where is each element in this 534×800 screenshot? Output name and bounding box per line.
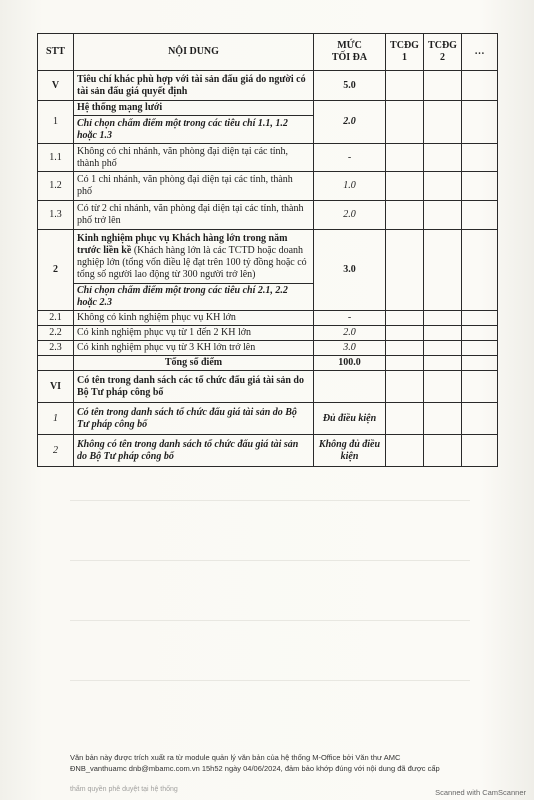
row-content: Kinh nghiệm phục vụ Khách hàng lớn trong năm trước liền kề (Khách hàng lớn là các TCTD hoặc doanh nghiệp lớn (tổng vốn điều lệ đạt trên 100 tỷ đồng hoặc có tổng số người lao động từ 300 người trở lên): [74, 230, 314, 284]
row-stt: 2.2: [38, 326, 74, 341]
row-content-note: Chỉ chọn chấm điểm một trong các tiêu chí 2.1, 2.2 hoặc 2.3: [74, 284, 314, 311]
row-content-note: Chỉ chọn chấm điểm một trong các tiêu chí 1.1, 1.2 hoặc 1.3: [74, 116, 314, 144]
row-content: Có kinh nghiệm phục vụ từ 3 KH lớn trở lên: [74, 341, 314, 356]
row-content: Không có tên trong danh sách tổ chức đấu giá tài sản do Bộ Tư pháp công bố: [74, 435, 314, 467]
header-more: …: [462, 34, 498, 71]
row-stt: 2.3: [38, 341, 74, 356]
header-tcdg-1: TCĐG 1: [386, 34, 424, 71]
footer-line-2: ĐNB_vanthuamc dnb@mbamc.com.vn 15h52 ngày 04/06/2024, đảm bảo khớp đúng với nội dung đã được cấp: [70, 764, 440, 773]
row-stt: VI: [38, 371, 74, 403]
row-max: 2.0: [314, 101, 386, 144]
criteria-table: [37, 33, 498, 467]
bleed-through-line: [70, 680, 470, 681]
row-content: Không có kinh nghiệm phục vụ KH lớn: [74, 311, 314, 326]
row-content: Có 1 chi nhánh, văn phòng đại diện tại các tỉnh, thành phố: [74, 172, 314, 201]
row-max: 2.0: [314, 201, 386, 230]
table-row: [38, 326, 498, 341]
table-row: [38, 435, 498, 467]
total-label: Tổng số điểm: [74, 356, 314, 371]
row-max: -: [314, 144, 386, 172]
row-stt: 1: [38, 403, 74, 435]
row-max: 3.0: [314, 341, 386, 356]
scanner-watermark: Scanned with CamScanner: [435, 788, 526, 797]
header-stt: STT: [38, 34, 74, 71]
row-max: 2.0: [314, 326, 386, 341]
row-max: 3.0: [314, 230, 386, 311]
table-row: [38, 230, 498, 284]
footer-line-3: thẩm quyền phê duyệt tại hệ thống: [70, 786, 178, 793]
row-content: Không có chi nhánh, văn phòng đại diện tại các tỉnh, thành phố: [74, 144, 314, 172]
row-stt: 1: [38, 101, 74, 144]
bleed-through-line: [70, 500, 470, 501]
header-tcdg-2: TCĐG 2: [424, 34, 462, 71]
table-row: [38, 341, 498, 356]
row-stt: 1.1: [38, 144, 74, 172]
table-row: [38, 172, 498, 201]
row-stt: 2: [38, 230, 74, 311]
row-max: 5.0: [314, 71, 386, 101]
bleed-through-line: [70, 620, 470, 621]
row-stt: 1.2: [38, 172, 74, 201]
bleed-through-line: [70, 560, 470, 561]
row-stt: V: [38, 71, 74, 101]
row-content: Tiêu chí khác phù hợp với tài sản đấu giá do người có tài sản đấu giá quyết định: [74, 71, 314, 101]
row-max: Đủ điều kiện: [314, 403, 386, 435]
table-row: [38, 201, 498, 230]
row-stt: 1.3: [38, 201, 74, 230]
row-max: Không đủ điều kiện: [314, 435, 386, 467]
total-row: [38, 356, 498, 371]
header-max-score: MỨC TỐI ĐA: [314, 34, 386, 71]
table-row: [38, 101, 498, 116]
table-row: [38, 144, 498, 172]
row-stt: 2: [38, 435, 74, 467]
footer-line-1: Văn bản này được trích xuất ra từ module quản lý văn bản của hệ thống M-Office bởi Văn thư AMC: [70, 753, 401, 762]
row-content: Hệ thống mạng lưới: [74, 101, 314, 116]
table-row: [38, 71, 498, 101]
row-max: -: [314, 311, 386, 326]
table-row: [38, 371, 498, 403]
row-content: Có tên trong danh sách các tổ chức đấu giá tài sản do Bộ Tư pháp công bố: [74, 371, 314, 403]
header-content: NỘI DUNG: [74, 34, 314, 71]
row-max: 1.0: [314, 172, 386, 201]
row-content: Có tên trong danh sách tổ chức đấu giá tài sản do Bộ Tư pháp công bố: [74, 403, 314, 435]
table-row: [38, 311, 498, 326]
row-content: Có từ 2 chi nhánh, văn phòng đại diện tại các tỉnh, thành phố trở lên: [74, 201, 314, 230]
footer-note: [70, 752, 470, 774]
table-header-row: [38, 34, 498, 71]
row-content: Có kinh nghiệm phục vụ từ 1 đến 2 KH lớn: [74, 326, 314, 341]
table-row: [38, 403, 498, 435]
total-max: 100.0: [314, 356, 386, 371]
row-stt: 2.1: [38, 311, 74, 326]
